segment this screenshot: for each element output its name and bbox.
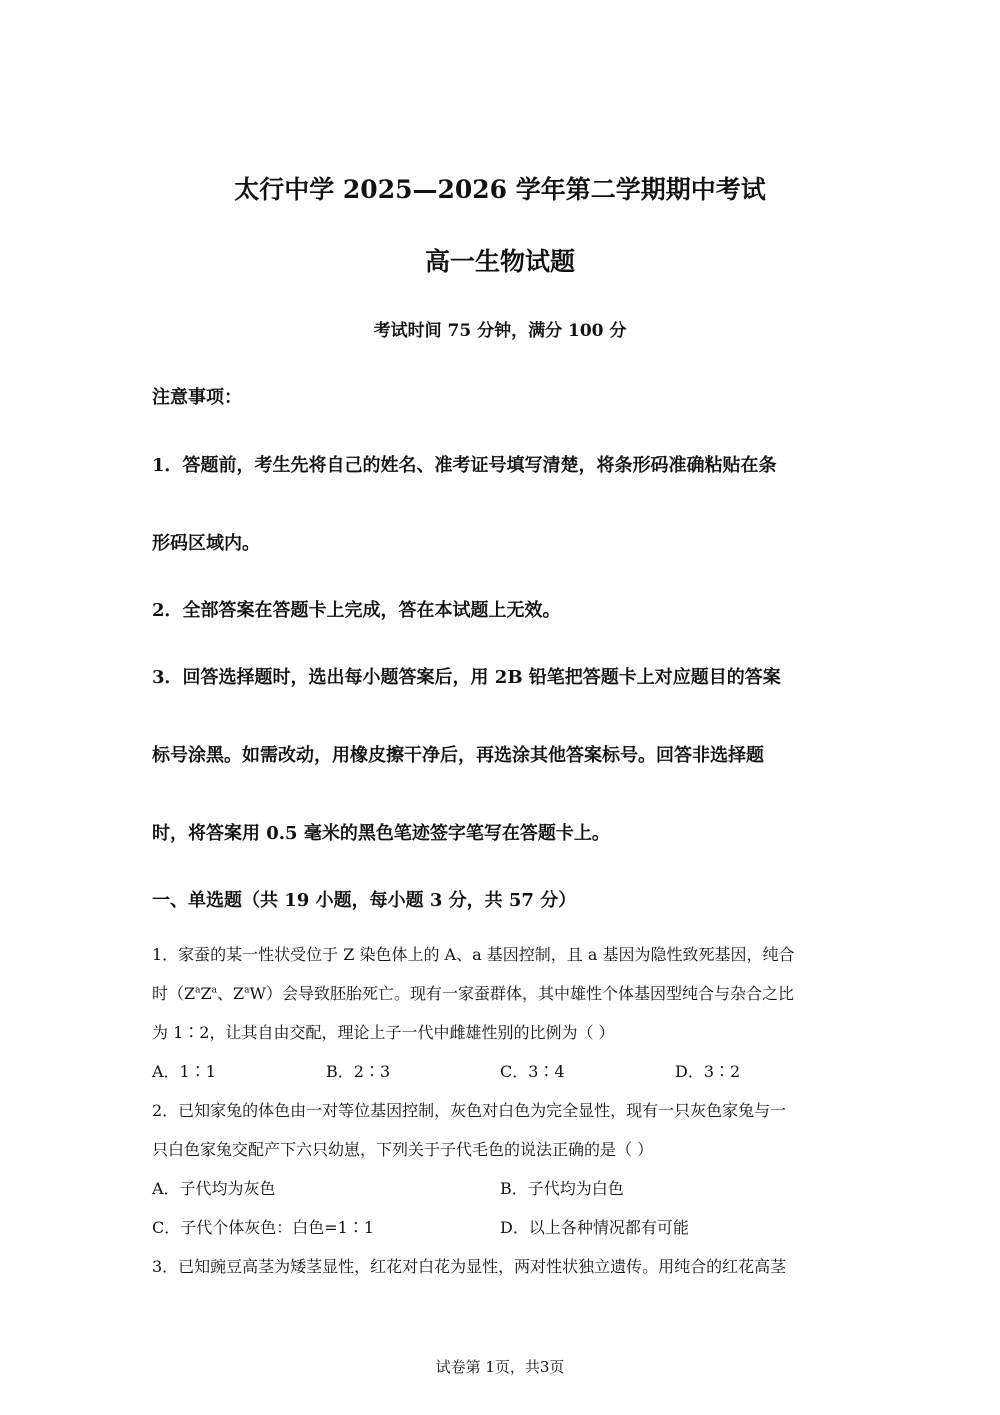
question-1-line: 1．家蚕的某一性状受位于 Z 染色体上的 A、a 基因控制，且 a 基因为隐性致死基因，纯合 xyxy=(152,945,795,964)
notice-line: 时，将答案用 0.5 毫米的黑色笔迹签字笔写在答题卡上。 xyxy=(152,823,610,844)
section-heading: 一、单选题（共 19 小题，每小题 3 分，共 57 分） xyxy=(152,890,577,911)
notice-heading: 注意事项： xyxy=(152,387,242,408)
q1-sup: a xyxy=(211,985,217,996)
option-a: A．1∶1 xyxy=(152,1062,216,1081)
q1-text: 时（Z xyxy=(152,984,196,1003)
option-b: B．子代均为白色 xyxy=(500,1179,624,1198)
question-2-line: 只白色家兔交配产下六只幼崽，下列关于子代毛色的说法正确的是（ ） xyxy=(152,1140,654,1159)
option-c: C．子代个体灰色：白色=1∶1 xyxy=(152,1218,375,1237)
option-d: D．以上各种情况都有可能 xyxy=(500,1218,689,1237)
school-exam-title: 太行中学 2025—2026 学年第二学期期中考试 xyxy=(234,175,766,204)
question-1-line xyxy=(152,981,794,1004)
question-3-line: 3．已知豌豆高茎为矮茎显性，红花对白花为显性，两对性状独立遗传。用纯合的红花高茎 xyxy=(152,1257,787,1276)
subject-title: 高一生物试题 xyxy=(424,247,575,276)
q1-text: Z xyxy=(200,984,212,1003)
notice-line: 1．答题前，考生先将自己的姓名、准考证号填写清楚，将条形码准确粘贴在条 xyxy=(152,455,777,476)
question-2-line: 2．已知家兔的体色由一对等位基因控制，灰色对白色为完全显性，现有一只灰色家兔与一 xyxy=(152,1101,787,1120)
question-1-line: 为 1∶2，让其自由交配，理论上子一代中雌雄性别的比例为（ ） xyxy=(152,1023,615,1042)
notice-line: 标号涂黑。如需改动，用橡皮擦干净后，再选涂其他答案标号。回答非选择题 xyxy=(152,745,764,766)
option-d: D．3∶2 xyxy=(675,1062,741,1081)
option-b: B．2∶3 xyxy=(326,1062,391,1081)
notice-line: 3．回答选择题时，选出每小题答案后，用 2B 铅笔把答题卡上对应题目的答案 xyxy=(152,667,781,688)
exam-info: 考试时间 75 分钟，满分 100 分 xyxy=(373,321,627,341)
option-a: A．子代均为灰色 xyxy=(152,1179,276,1198)
q1-sup: a xyxy=(244,985,250,996)
q1-text: W）会导致胚胎死亡。现有一家蚕群体，其中雄性个体基因型纯合与杂合之比 xyxy=(249,984,794,1003)
notice-line: 形码区域内。 xyxy=(152,533,260,554)
option-c: C．3∶4 xyxy=(500,1062,565,1081)
q1-text: 、Z xyxy=(217,984,245,1003)
q1-sup: a xyxy=(195,985,201,996)
notice-line: 2．全部答案在答题卡上完成，答在本试题上无效。 xyxy=(152,600,561,621)
page-footer: 试卷第 1页，共3页 xyxy=(435,1358,565,1376)
